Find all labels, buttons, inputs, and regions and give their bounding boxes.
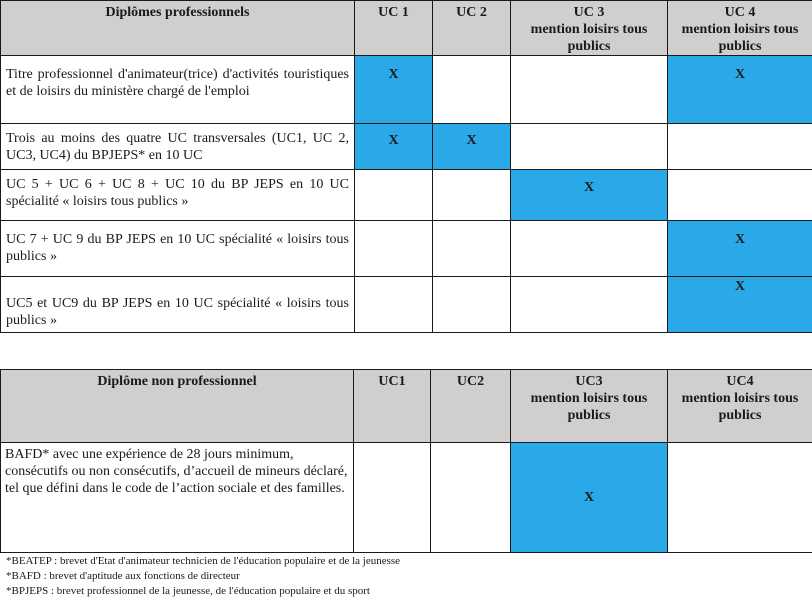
uc1-cell [355,277,433,333]
uc2-cell [433,170,511,221]
uc3-cell [511,443,668,553]
footnote-bpjeps: *BPJEPS : brevet professionnel de la jeunesse, de l'éducation populaire et du sport [6,585,370,597]
table-row [1,170,812,221]
uc1-column-header: UC1 [354,370,431,443]
uc1-cell [355,221,433,277]
check-mark [433,221,510,231]
check-mark [511,221,667,231]
check-mark: X [388,133,399,148]
check-mark [354,443,430,453]
diploma-label: BAFD* avec une expérience de 28 jours minimum, consécutifs ou non consécutifs, d’accueil de mineurs déclaré, tel que défini dans le code de l’action sociale et des familles. [1,443,354,553]
check-mark [433,170,510,180]
uc3-header-mention: mention loisirs tous publics [530,391,648,423]
uc4-header-mention: mention loisirs tous publics [681,22,799,54]
uc4-cell [668,170,812,221]
uc4-column-header [668,1,812,56]
check-mark [355,277,432,287]
uc1-column-header: UC 1 [355,1,433,56]
uc2-cell [433,56,511,124]
table-row [1,124,812,170]
uc4-column-header [668,370,812,443]
uc3-cell [511,124,668,170]
uc4-header-title: UC 4 [724,5,756,20]
diploma-label: UC5 et UC9 du BP JEPS en 10 UC spécialité « loisirs tous publics » [1,277,355,333]
check-mark [668,443,812,453]
footnote-bafd: *BAFD : brevet d'aptitude aux fonctions de directeur [6,570,240,582]
check-mark [511,124,667,134]
diploma-label: Titre professionnel d'animateur(trice) d'activités touristiques et de loisirs du ministère chargé de l'emploi [1,56,355,124]
check-mark: X [388,67,399,82]
diploma-column-header: Diplôme non professionnel [1,370,354,443]
check-mark [668,124,812,134]
uc3-cell [511,170,668,221]
uc3-cell [511,221,668,277]
uc2-column-header: UC 2 [433,1,511,56]
uc3-header-mention: mention loisirs tous publics [530,22,648,54]
table-row [1,56,812,124]
uc3-column-header [511,1,668,56]
check-mark: X [583,180,595,195]
check-mark: X [583,490,595,505]
check-mark [433,56,510,66]
uc1-cell [354,443,431,553]
uc4-cell [668,124,812,170]
check-mark: X [734,67,746,82]
uc1-cell [355,124,433,170]
uc1-cell [355,170,433,221]
check-mark [355,221,432,231]
check-mark [431,443,510,453]
uc3-column-header [511,370,668,443]
uc3-cell [511,277,668,333]
diploma-label: UC 5 + UC 6 + UC 8 + UC 10 du BP JEPS en 10 UC spécialité « loisirs tous publics » [1,170,355,221]
uc2-cell [431,443,511,553]
diploma-label: Trois au moins des quatre UC transversales (UC1, UC 2, UC3, UC4) du BPJEPS* en 10 UC [1,124,355,170]
uc3-header-title: UC 3 [573,5,605,20]
diploma-label: UC 7 + UC 9 du BP JEPS en 10 UC spécialité « loisirs tous publics » [1,221,355,277]
check-mark: X [466,133,477,148]
table-row [1,277,812,333]
table-row [1,221,812,277]
uc3-cell [511,56,668,124]
uc4-cell [668,56,812,124]
non-professional-diploma-table [0,369,812,553]
check-mark [511,56,667,66]
check-mark [668,170,812,180]
uc4-cell [668,443,812,553]
diploma-column-header: Diplômes professionnels [1,1,355,56]
uc4-cell [668,221,812,277]
check-mark: X [734,232,746,247]
uc3-header-title: UC3 [575,374,603,389]
uc2-cell [433,277,511,333]
uc4-header-mention: mention loisirs tous publics [681,391,799,423]
uc2-cell [433,221,511,277]
table-header-row [1,370,812,443]
uc4-header-title: UC4 [726,374,754,389]
uc4-cell [668,277,812,333]
check-mark [355,170,432,180]
footnote-beatep: *BEATEP : brevet d'Etat d'animateur technicien de l'éducation populaire et de la jeunesse [6,555,401,567]
table-row [1,443,812,553]
table-header-row [1,1,812,56]
uc2-column-header: UC2 [431,370,511,443]
check-mark [433,277,510,287]
uc1-cell [355,56,433,124]
uc2-cell [433,124,511,170]
check-mark [511,277,667,287]
check-mark: X [734,279,746,294]
